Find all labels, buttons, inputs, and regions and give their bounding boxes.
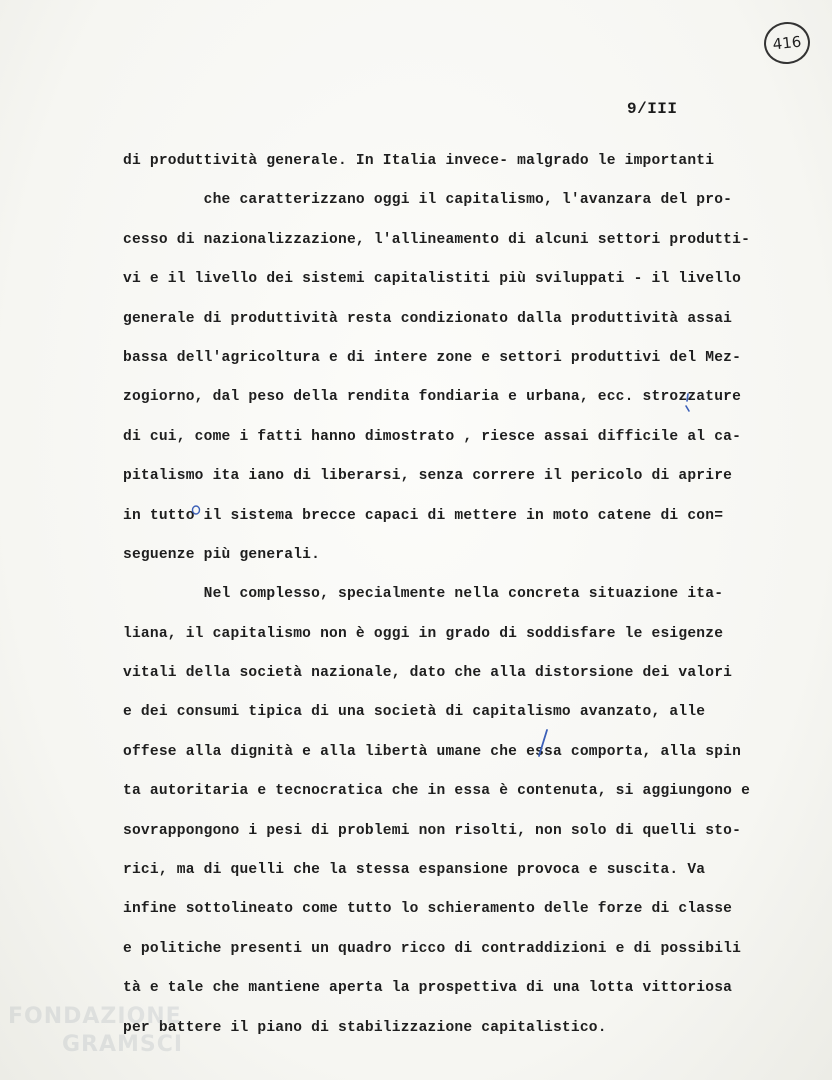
text-line: vitali della società nazionale, dato che alla distorsione dei valori [123, 665, 733, 682]
text-line: di cui, come i fatti hanno dimostrato , riesce assai difficile al ca- [123, 428, 742, 445]
archive-number-text: 416 [771, 32, 803, 54]
text-line: tà e tale che mantiene aperta la prospettiva di una lotta vittoriosa [123, 980, 733, 997]
text-line: zogiorno, dal peso della rendita fondiaria e urbana, ecc. strozzature [123, 389, 742, 406]
text-line: che caratterizzano oggi il capitalismo, l'avanzara del pro- [123, 192, 733, 209]
text-line: bassa dell'agricoltura e di intere zone e settori produttivi del Mez- [123, 349, 742, 366]
text-line: di produttività generale. In Italia invece- malgrado le importanti [123, 153, 715, 169]
text-line: pitalismo ita iano di liberarsi, senza correre il pericolo di aprire [123, 468, 733, 485]
text-line: infine sottolineato come tutto lo schieramento delle forze di classe [123, 901, 733, 918]
text-line: e politiche presenti un quadro ricco di contraddizioni e di possibili [123, 940, 742, 957]
text-line: e dei consumi tipica di una società di capitalismo avanzato, alle [123, 704, 706, 721]
text-line: liana, il capitalismo non è oggi in grado di soddisfare le esigenze [123, 625, 724, 642]
text-line: seguenze più generali. [123, 546, 321, 563]
text-line: rici, ma di quelli che la stessa espansione provoca e suscita. Va [123, 862, 706, 879]
pen-correction-mark [683, 392, 693, 414]
text-line: Nel complesso, specialmente nella concreta situazione ita- [123, 586, 724, 603]
pen-correction-mark [536, 728, 550, 758]
text-line: in tutto il sistema brecce capaci di mettere in moto catene di con= [123, 507, 724, 524]
pen-correction-mark [190, 503, 202, 517]
watermark-line1: FONDAZIONE [8, 1004, 182, 1029]
page-marker: 9/III [627, 100, 678, 118]
typed-body-text [123, 142, 813, 1048]
foundation-watermark [2, 1000, 184, 1070]
text-line: vi e il livello dei sistemi capitalistiti più sviluppati - il livello [123, 271, 742, 288]
text-line: per battere il piano di stabilizzazione capitalistico. [123, 1019, 607, 1036]
text-line: generale di produttività resta condizionato dalla produttività assai [123, 310, 733, 327]
text-line: cesso di nazionalizzazione, l'allineamento di alcuni settori produtti- [123, 231, 751, 248]
archive-number-stamp [762, 20, 812, 67]
text-line: ta autoritaria e tecnocratica che in essa è contenuta, si aggiungono e [123, 783, 751, 800]
text-line: offese alla dignità e alla libertà umane che essa comporta, alla spin [123, 743, 742, 760]
text-line: sovrappongono i pesi di problemi non risolti, non solo di quelli sto- [123, 822, 742, 839]
watermark-line2: GRAMSCI [62, 1032, 184, 1057]
